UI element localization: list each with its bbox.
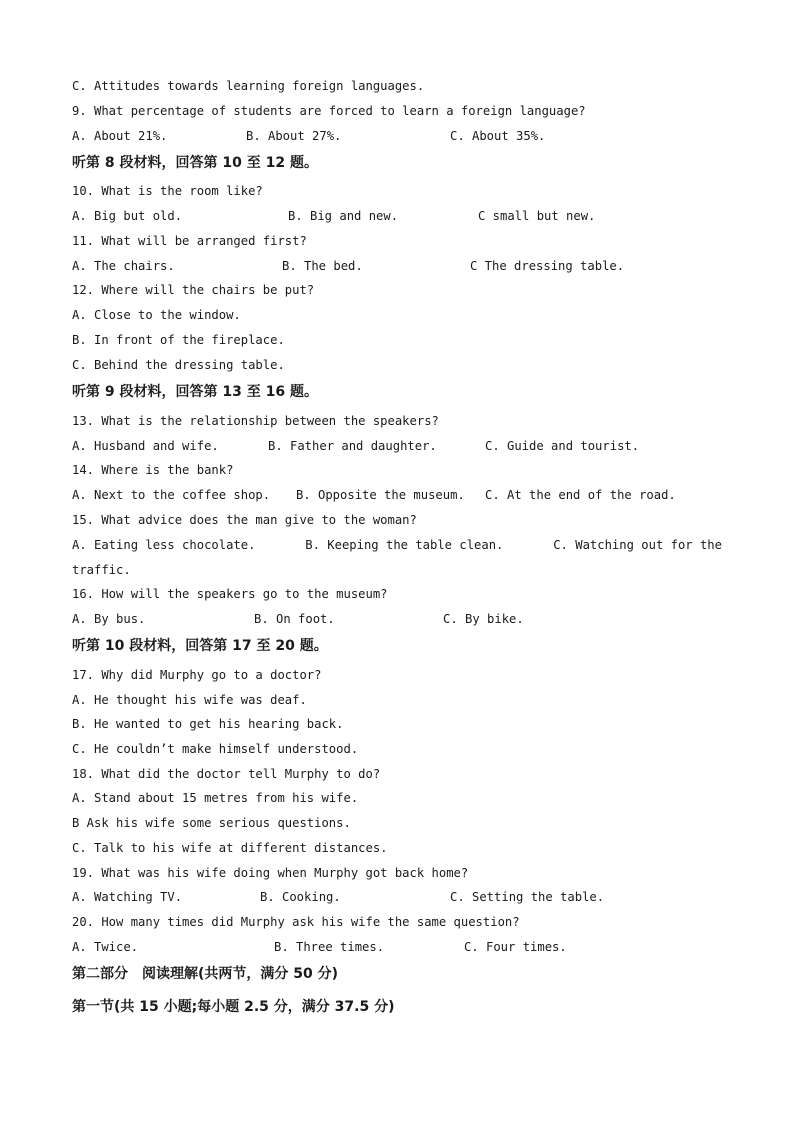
part-two-section-one-heading: 第一节(共 15 小题;每小题 2.5 分，满分 37.5 分) [72,999,395,1015]
q20-option-a: A. Twice. [72,940,139,954]
q16-option-c: C. By bike. [443,612,524,626]
q15-option-b: B. Keeping the table clean. [305,538,504,552]
q20-question: 20. How many times did Murphy ask his wife the same question? [72,915,520,929]
q9-question: 9. What percentage of students are forced to learn a foreign language? [72,104,586,118]
q20-option-b: B. Three times. [274,940,385,954]
q12-option-a: A. Close to the window. [72,308,241,322]
q19-option-c: C. Setting the table. [450,890,605,904]
q11-option-a: A. The chairs. [72,259,175,273]
q16-option-b: B. On foot. [254,612,335,626]
q19-option-a: A. Watching TV. [72,890,183,904]
q17-option-b: B. He wanted to get his hearing back. [72,717,344,731]
section-heading-8: 听第 8 段材料，回答第 10 至 12 题。 [72,155,318,171]
q9-option-b: B. About 27%. [246,129,342,143]
q14-option-a: A. Next to the coffee shop. [72,488,271,502]
q13-option-b: B. Father and daughter. [268,439,437,453]
q13-option-a: A. Husband and wife. [72,439,219,453]
q15-options [72,537,722,553]
q19-options [72,889,722,905]
section-heading-9: 听第 9 段材料，回答第 13 至 16 题。 [72,384,318,400]
q15-option-c-continued: traffic. [72,563,131,577]
q18-option-b: B Ask his wife some serious questions. [72,816,351,830]
q15-option-c: C. Watching out for the [553,538,722,552]
q17-option-a: A. He thought his wife was deaf. [72,693,307,707]
part-two-heading: 第二部分 阅读理解(共两节，满分 50 分) [72,966,339,982]
q18-question: 18. What did the doctor tell Murphy to do? [72,767,381,781]
q14-options [72,487,722,503]
q8-option-c: C. Attitudes towards learning foreign languages. [72,79,425,93]
q14-question: 14. Where is the bank? [72,463,234,477]
q19-question: 19. What was his wife doing when Murphy got back home? [72,866,469,880]
q10-question: 10. What is the room like? [72,184,263,198]
q12-question: 12. Where will the chairs be put? [72,283,315,297]
q20-options [72,939,722,955]
q10-option-c: C small but new. [478,209,596,223]
q11-option-b: B. The bed. [282,259,363,273]
q9-option-a: A. About 21%. [72,129,168,143]
q16-option-a: A. By bus. [72,612,146,626]
q10-options [72,208,722,224]
q15-question: 15. What advice does the man give to the woman? [72,513,417,527]
q10-option-a: A. Big but old. [72,209,183,223]
q10-option-b: B. Big and new. [288,209,399,223]
q11-options [72,258,722,274]
q9-options [72,128,722,144]
q19-option-b: B. Cooking. [260,890,341,904]
q13-option-c: C. Guide and tourist. [485,439,640,453]
q13-options [72,438,722,454]
q20-option-c: C. Four times. [464,940,567,954]
q11-question: 11. What will be arranged first? [72,234,307,248]
q18-option-a: A. Stand about 15 metres from his wife. [72,791,359,805]
q17-option-c: C. He couldn’t make himself understood. [72,742,359,756]
q16-options [72,611,722,627]
q14-option-b: B. Opposite the museum. [296,488,465,502]
q13-question: 13. What is the relationship between the speakers? [72,414,439,428]
q17-question: 17. Why did Murphy go to a doctor? [72,668,322,682]
section-heading-10: 听第 10 段材料，回答第 17 至 20 题。 [72,638,328,654]
q14-option-c: C. At the end of the road. [485,488,676,502]
q16-question: 16. How will the speakers go to the museum? [72,587,388,601]
q18-option-c: C. Talk to his wife at different distances. [72,841,388,855]
q12-option-b: B. In front of the fireplace. [72,333,285,347]
q15-option-a: A. Eating less chocolate. [72,538,256,552]
q9-option-c: C. About 35%. [450,129,546,143]
q11-option-c: C The dressing table. [470,259,625,273]
q12-option-c: C. Behind the dressing table. [72,358,285,372]
